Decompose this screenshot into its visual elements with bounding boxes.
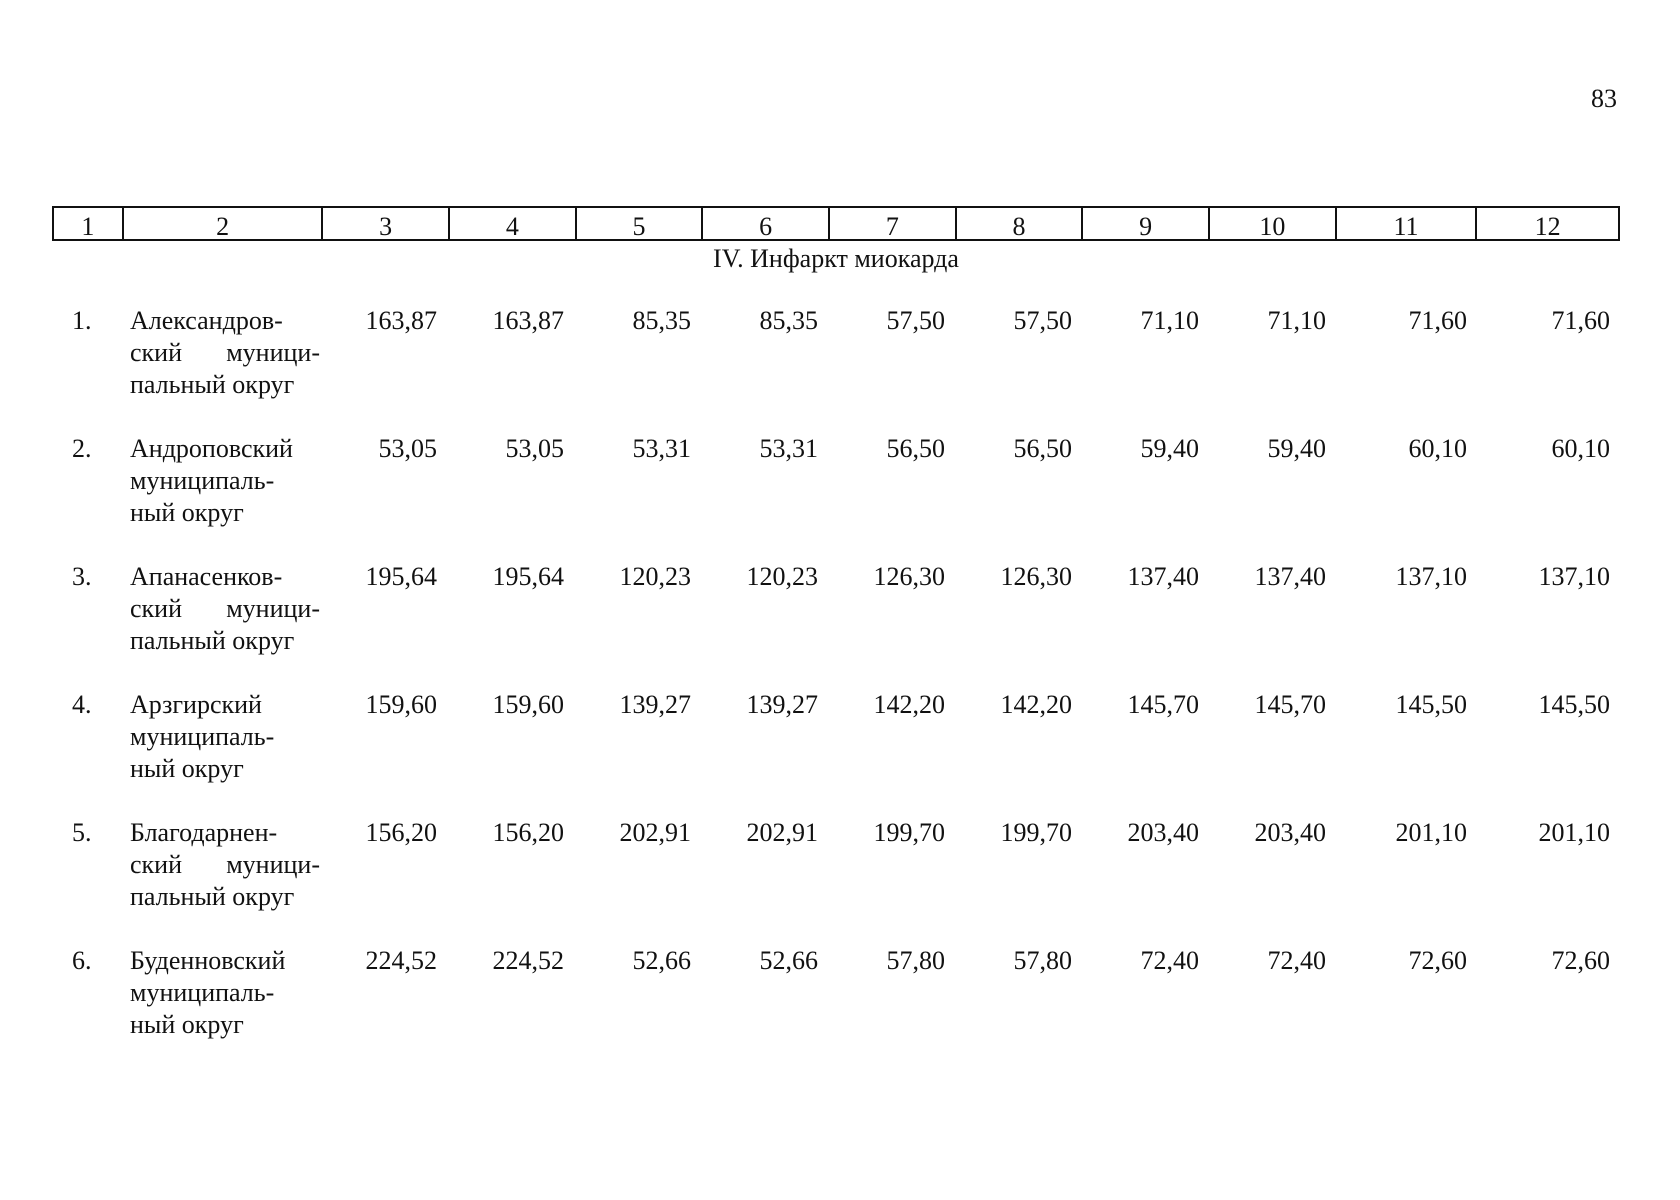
value-cell-col-10: 59,40: [1267, 434, 1326, 463]
column-header-11: 11: [1335, 208, 1476, 239]
value-cell-col-5: 139,27: [619, 690, 691, 719]
value-cell-col-3: 163,87: [365, 306, 437, 335]
value-cell-col-3: 195,64: [365, 562, 437, 591]
value-cell-col-3: 224,52: [365, 946, 437, 975]
table-row: [52, 561, 1620, 689]
district-name-line: ский муници-: [130, 338, 320, 367]
column-header-6: 6: [701, 208, 828, 239]
column-header-5: 5: [575, 208, 702, 239]
value-cell-col-4: 224,52: [492, 946, 564, 975]
value-cell-col-12: 145,50: [1538, 690, 1610, 719]
table-row: [52, 945, 1620, 1073]
value-cell-col-8: 57,80: [1013, 946, 1072, 975]
value-cell-col-9: 71,10: [1140, 306, 1199, 335]
district-name-line: Арзгирский: [130, 690, 262, 719]
column-header-3: 3: [321, 208, 448, 239]
value-cell-col-9: 203,40: [1127, 818, 1199, 847]
value-cell-col-9: 137,40: [1127, 562, 1199, 591]
district-name-line: ный округ: [130, 754, 244, 783]
page-number: 83: [1591, 84, 1617, 113]
row-number: 5.: [72, 818, 92, 847]
value-cell-col-10: 72,40: [1267, 946, 1326, 975]
value-cell-col-8: 199,70: [1000, 818, 1072, 847]
value-cell-col-11: 72,60: [1408, 946, 1467, 975]
value-cell-col-6: 202,91: [746, 818, 818, 847]
value-cell-col-10: 203,40: [1254, 818, 1326, 847]
district-name-line: муниципаль-: [130, 978, 275, 1007]
row-number: 3.: [72, 562, 92, 591]
district-name-line: муниципаль-: [130, 466, 275, 495]
value-cell-col-10: 145,70: [1254, 690, 1326, 719]
value-cell-col-12: 137,10: [1538, 562, 1610, 591]
district-name-line: Апанасенков-: [130, 562, 283, 591]
district-name: [120, 817, 320, 945]
column-header-2: 2: [122, 208, 321, 239]
district-name: [120, 561, 320, 689]
value-cell-col-6: 52,66: [759, 946, 818, 975]
value-cell-col-12: 60,10: [1551, 434, 1610, 463]
value-cell-col-5: 52,66: [632, 946, 691, 975]
column-header-row: [52, 206, 1620, 241]
district-name-line: ный округ: [130, 1010, 244, 1039]
column-header-12: 12: [1475, 208, 1618, 239]
value-cell-col-12: 201,10: [1538, 818, 1610, 847]
value-cell-col-8: 56,50: [1013, 434, 1072, 463]
row-number: 6.: [72, 946, 92, 975]
value-cell-col-5: 53,31: [632, 434, 691, 463]
value-cell-col-10: 137,40: [1254, 562, 1326, 591]
district-name: [120, 945, 320, 1073]
district-name-line: Александров-: [130, 306, 283, 335]
row-number: 2.: [72, 434, 92, 463]
value-cell-col-11: 201,10: [1395, 818, 1467, 847]
value-cell-col-7: 56,50: [886, 434, 945, 463]
value-cell-col-4: 156,20: [492, 818, 564, 847]
table-body: [52, 305, 1620, 1073]
column-header-7: 7: [828, 208, 955, 239]
value-cell-col-4: 159,60: [492, 690, 564, 719]
value-cell-col-5: 202,91: [619, 818, 691, 847]
row-number: 4.: [72, 690, 92, 719]
district-name: [120, 433, 320, 561]
value-cell-col-4: 195,64: [492, 562, 564, 591]
column-header-10: 10: [1208, 208, 1335, 239]
value-cell-col-9: 59,40: [1140, 434, 1199, 463]
district-name-line: пальный округ: [130, 882, 295, 911]
column-header-1: 1: [81, 212, 95, 241]
district-name-line: пальный округ: [130, 626, 295, 655]
value-cell-col-3: 53,05: [378, 434, 437, 463]
value-cell-col-12: 72,60: [1551, 946, 1610, 975]
value-cell-col-6: 120,23: [746, 562, 818, 591]
value-cell-col-7: 57,80: [886, 946, 945, 975]
value-cell-col-10: 71,10: [1267, 306, 1326, 335]
district-name-line: Буденновский: [130, 946, 286, 975]
value-cell-col-7: 126,30: [873, 562, 945, 591]
value-cell-col-8: 142,20: [1000, 690, 1072, 719]
table-row: [52, 305, 1620, 433]
value-cell-col-7: 142,20: [873, 690, 945, 719]
district-name-line: ский муници-: [130, 850, 320, 879]
column-header-9: 9: [1081, 208, 1208, 239]
value-cell-col-7: 199,70: [873, 818, 945, 847]
value-cell-col-3: 159,60: [365, 690, 437, 719]
column-header-8: 8: [955, 208, 1082, 239]
district-name-line: пальный округ: [130, 370, 295, 399]
value-cell-col-3: 156,20: [365, 818, 437, 847]
value-cell-col-4: 163,87: [492, 306, 564, 335]
district-name-line: ный округ: [130, 498, 244, 527]
row-number: 1.: [72, 306, 92, 335]
value-cell-col-6: 85,35: [759, 306, 818, 335]
district-name-line: ский муници-: [130, 594, 320, 623]
value-cell-col-11: 137,10: [1395, 562, 1467, 591]
value-cell-col-9: 72,40: [1140, 946, 1199, 975]
value-cell-col-11: 145,50: [1395, 690, 1467, 719]
value-cell-col-12: 71,60: [1551, 306, 1610, 335]
value-cell-col-5: 85,35: [632, 306, 691, 335]
value-cell-col-5: 120,23: [619, 562, 691, 591]
value-cell-col-6: 53,31: [759, 434, 818, 463]
table-row: [52, 817, 1620, 945]
district-name: [120, 689, 320, 817]
value-cell-col-11: 71,60: [1408, 306, 1467, 335]
table-row: [52, 689, 1620, 817]
district-name-line: муниципаль-: [130, 722, 275, 751]
value-cell-col-9: 145,70: [1127, 690, 1199, 719]
value-cell-col-4: 53,05: [505, 434, 564, 463]
section-title: IV. Инфаркт миокарда: [713, 244, 959, 273]
district-name: [120, 305, 320, 433]
value-cell-col-11: 60,10: [1408, 434, 1467, 463]
value-cell-col-7: 57,50: [886, 306, 945, 335]
district-name-line: Андроповский: [130, 434, 293, 463]
table-row: [52, 433, 1620, 561]
value-cell-col-8: 57,50: [1013, 306, 1072, 335]
value-cell-col-8: 126,30: [1000, 562, 1072, 591]
district-name-line: Благодарнен-: [130, 818, 278, 847]
column-header-4: 4: [448, 208, 575, 239]
value-cell-col-6: 139,27: [746, 690, 818, 719]
